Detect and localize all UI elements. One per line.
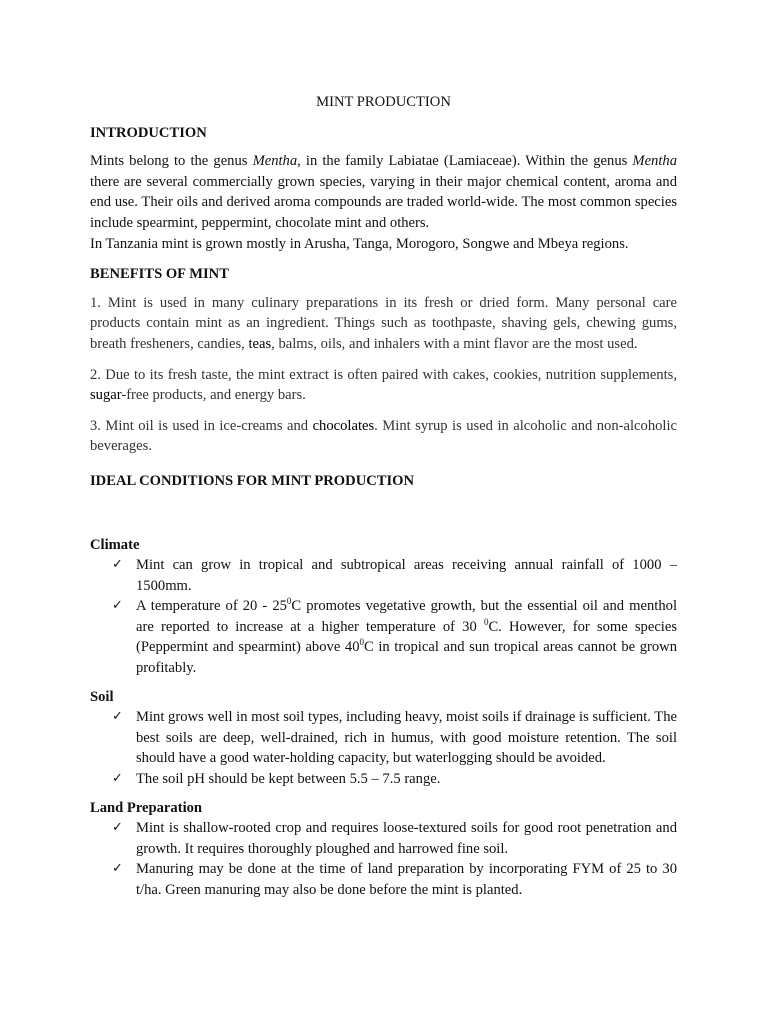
- conditions-heading: IDEAL CONDITIONS FOR MINT PRODUCTION: [90, 472, 415, 489]
- benefit-text: 1. Mint is used in many culinary preparations in its fresh or dried form. Many personal care products contain mint as an ingredient. Things such as toothpaste, shaving gels, chewing gums, breath fresheners, candies,: [90, 294, 677, 352]
- genus-name: Mentha: [632, 153, 677, 170]
- land-preparation-heading: Land Preparation: [90, 799, 203, 816]
- list-item-text: A temperature of 20 - 25: [136, 598, 287, 615]
- check-icon: ✓: [112, 557, 123, 573]
- benefit-text: -free products, and energy bars.: [121, 387, 306, 404]
- benefit-text: . Mint syrup is used in alcoholic and non-alcoholic beverages.: [90, 417, 677, 455]
- document-page: [90, 92, 677, 909]
- benefit-text: chocolates: [312, 417, 375, 434]
- list-item: [112, 818, 677, 859]
- list-item-text: Mint is shallow-rooted crop and requires loose-textured soils for good root penetration and growth. It requires thoroughly ploughed and harrowed fine soil.: [136, 820, 677, 857]
- check-icon: ✓: [112, 771, 123, 787]
- climate-heading: Climate: [90, 536, 140, 553]
- list-item-text: The soil pH should be kept between 5.5 – 7.5 range.: [136, 771, 441, 788]
- introduction-heading: INTRODUCTION: [90, 124, 207, 141]
- list-item-text: Manuring may be done at the time of land preparation by incorporating FYM of 25 to 30 t/ha. Green manuring may also be done before the mint is planted.: [136, 861, 677, 898]
- benefit-item-3: [90, 416, 677, 457]
- check-icon: ✓: [112, 598, 123, 614]
- benefit-item-2: [90, 365, 677, 406]
- degree-sup: 0: [359, 637, 364, 648]
- list-item-text: Mint grows well in most soil types, including heavy, moist soils if drainage is sufficient. The best soils are deep, well-drained, rich in humus, with good moisture retention. The soil should have a good water-holding capacity, but waterlogging should be avoided.: [136, 709, 677, 767]
- introduction-paragraph: [90, 151, 677, 233]
- genus-name: Mentha: [252, 153, 298, 170]
- land-preparation-list: [90, 818, 677, 900]
- benefits-heading: BENEFITS OF MINT: [90, 266, 229, 283]
- degree-sup: 0: [286, 596, 292, 607]
- list-item: [112, 859, 677, 900]
- benefit-text: teas: [248, 335, 272, 352]
- intro-text: there are several commercially grown species, varying in their major chemical content, aroma and end use. Their oils and derived aroma compounds are traded world-wide. The most common species include spearmint, peppermint, chocolate mint and others.: [90, 173, 677, 231]
- check-icon: ✓: [112, 861, 123, 877]
- benefit-text: 3. Mint oil is used in ice-creams and: [90, 417, 313, 434]
- benefit-text: , balms, oils, and inhalers with a mint flavor are the most used.: [271, 335, 638, 352]
- check-icon: ✓: [112, 709, 123, 725]
- list-item: [112, 769, 677, 790]
- list-item-text: C promotes vegetative growth, but the essential oil and menthol are reported to increase at a higher temperature of 30: [136, 598, 677, 635]
- soil-heading: Soil: [90, 688, 114, 705]
- climate-list: [90, 555, 677, 679]
- intro-text: Mints belong to the genus: [90, 153, 253, 170]
- soil-list: [90, 707, 677, 789]
- list-item: [112, 596, 678, 678]
- list-item: [112, 555, 677, 596]
- document-title: MINT PRODUCTION: [316, 94, 451, 110]
- benefit-item-1: [90, 293, 677, 355]
- introduction-regions: In Tanzania mint is grown mostly in Arusha, Tanga, Morogoro, Songwe and Mbeya regions.: [90, 235, 629, 252]
- benefit-text: 2. Due to its fresh taste, the mint extract is often paired with cakes, cookies, nutrition supplements,: [90, 366, 677, 383]
- benefit-text: sugar: [90, 387, 122, 404]
- intro-text: , in the family Labiatae (Lamiaceae). Within the genus: [297, 153, 633, 170]
- degree-sup: 0: [483, 617, 489, 628]
- list-item-text: C in tropical and sun tropical areas cannot be grown profitably.: [136, 639, 677, 677]
- list-item-text: Mint can grow in tropical and subtropical areas receiving annual rainfall of 1000 – 1500mm.: [136, 557, 677, 594]
- list-item-text: C. However, for some species (Peppermint and spearmint) above 40: [136, 618, 678, 656]
- check-icon: ✓: [112, 820, 123, 836]
- list-item: [112, 707, 677, 769]
